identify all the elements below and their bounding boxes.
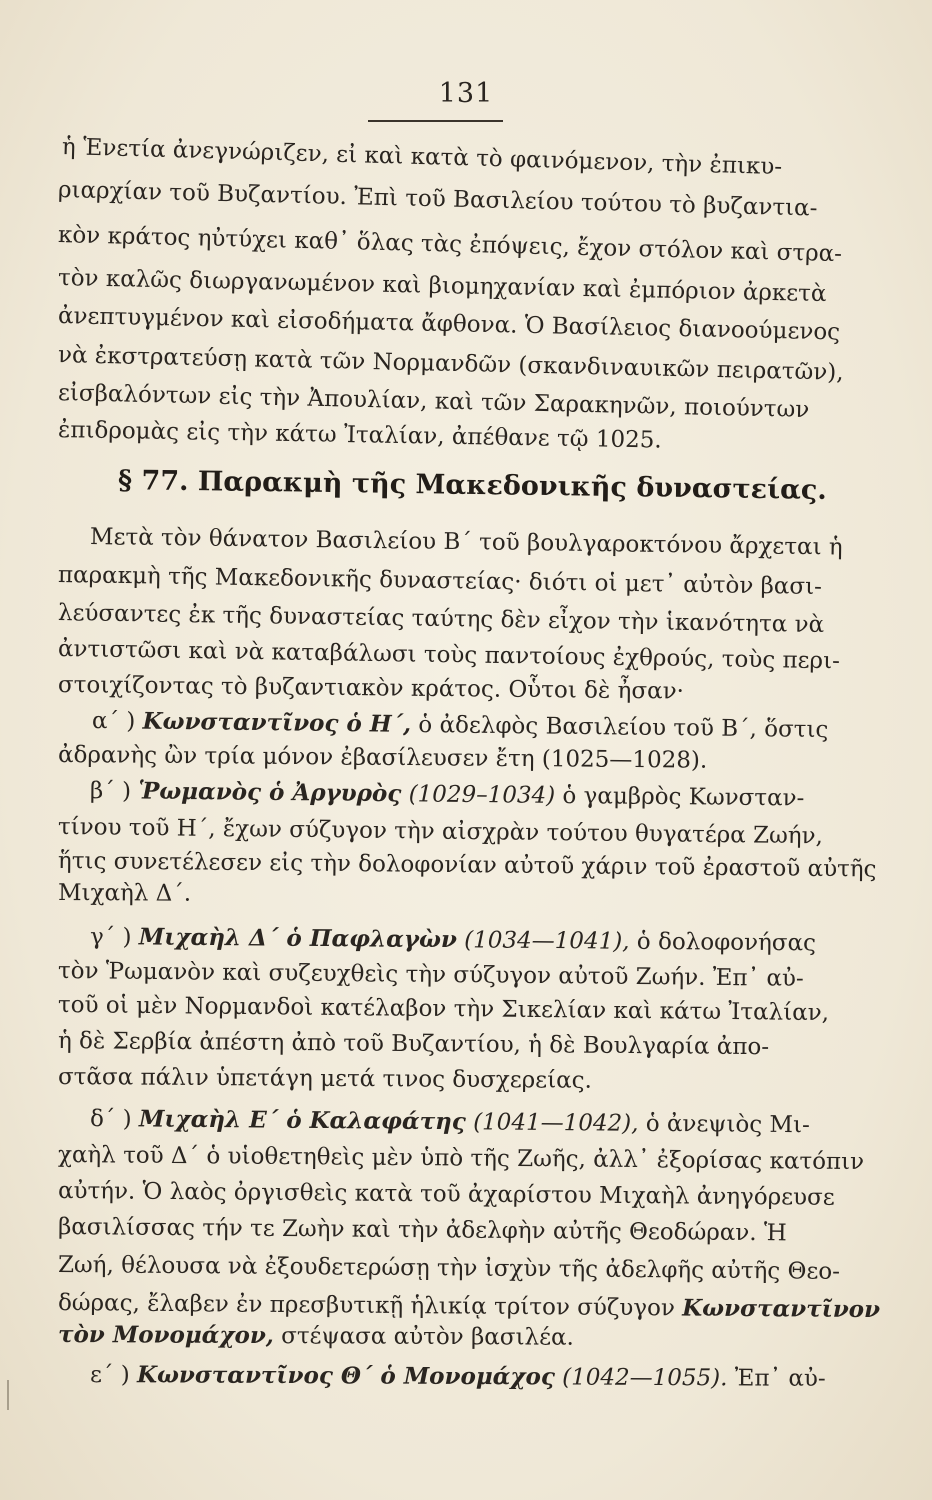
paragraph-1-line-8: ἐπιδρομὰς εἰς τὴν κάτω Ἰταλίαν, ἀπέθανε τῷ 1025.: [57, 417, 662, 454]
entry-d-line-7-name: τὸν Μονομάχον,: [57, 1321, 274, 1350]
paragraph-2-line-5: στοιχίζοντας τὸ βυζαντιακὸν κράτος. Οὗτοι δὲ ἦσαν·: [57, 672, 685, 705]
entry-d-line-4: βασιλίσσας τήν τε Ζωὴν καὶ τὴν ἀδελφὴν αὐτῆς Θεοδώραν. Ἡ: [57, 1214, 787, 1247]
entry-e-marker: ε΄ ): [89, 1362, 130, 1389]
paragraph-1-line-6: νὰ ἐκστρατεύσῃ κατὰ τῶν Νορμανδῶν (σκανδιναυικῶν πειρατῶν),: [57, 342, 844, 386]
paragraph-2-line-4: ἀντιστῶσι καὶ νὰ καταβάλωσι τοὺς παντοίους ἐχθρούς, τοὺς περι-: [57, 636, 841, 675]
entry-b-line-3: ἥτις συνετέλεσεν εἰς τὴν δολοφονίαν αὐτοῦ χάριν τοῦ ἐραστοῦ αὐτῆς: [57, 848, 877, 883]
entry-d-line-1-rest: ὁ ἀνεψιὸς Μι-: [645, 1110, 810, 1139]
paragraph-1-line-1: ἡ Ἑνετία ἀνεγνώριζεν, εἰ καὶ κατὰ τὸ φαινόμενον, τὴν ἐπικυ-: [61, 134, 783, 181]
entry-b-marker: β΄ ): [89, 778, 132, 805]
entry-d-line-7-rest: στέψασα αὐτὸν βασιλέα.: [281, 1323, 574, 1351]
entry-d-name: Μιχαὴλ Ε΄ ὁ Καλαφάτης: [138, 1105, 466, 1136]
entry-c-marker: γ΄ ): [89, 924, 132, 951]
entry-e-line-1: [90, 1360, 826, 1394]
entry-c-line-1: [90, 922, 816, 958]
entry-b-dates: (1029–1034): [408, 781, 556, 809]
paragraph-1-line-4: τὸν καλῶς διωργανωμένον καὶ βιομηχανίαν καὶ ἐμπόριον ἀρκετὰ: [57, 265, 827, 308]
entry-d-marker: δ΄ ): [89, 1106, 132, 1133]
paragraph-2-line-2: παρακμὴ τῆς Μακεδονικῆς δυναστείας· διότι οἱ μετ᾽ αὐτὸν βασι-: [57, 562, 823, 600]
entry-d-line-6-name: Κωνσταντῖνον: [682, 1294, 881, 1324]
entry-d-line-3: αὐτήν. Ὁ λαὸς ὀργισθεὶς κατὰ τοῦ ἀχαρίστου Μιχαὴλ ἀνηγόρευσε: [57, 1178, 835, 1211]
entry-d-line-6: [58, 1288, 880, 1325]
paragraph-2-line-3: λεύσαντες ἐκ τῆς δυναστείας ταύτης δὲν εἶχον τὴν ἱκανότητα νὰ: [57, 600, 825, 639]
section-heading: § 77. Παρακμὴ τῆς Μακεδονικῆς δυναστείας.: [117, 465, 827, 506]
entry-e-dates: (1042—1055).: [562, 1364, 728, 1392]
entry-c-name: Μιχαὴλ Δ΄ ὁ Παφλαγὼν: [138, 923, 458, 954]
entry-d-line-2: χαὴλ τοῦ Δ΄ ὁ υἱοθετηθεὶς μὲν ὑπὸ τῆς Ζωῆς, ἀλλ᾽ ἐξορίσας κατόπιν: [57, 1142, 865, 1176]
entry-a-marker: α΄ ): [91, 708, 136, 735]
paragraph-2-line-1: Μετὰ τὸν θάνατον Βασιλείου Β΄ τοῦ βουλγαροκτόνου ἄρχεται ἡ: [89, 524, 843, 561]
entry-c-line-4: ἡ δὲ Σερβία ἀπέστη ἀπὸ τοῦ Βυζαντίου, ἡ δὲ Βουλγαρία ἀπο-: [57, 1028, 770, 1061]
entry-d-line-7: [58, 1320, 574, 1353]
entry-d-line-1: [90, 1104, 810, 1140]
entry-a-line-1-rest: ὁ ἀδελφὸς Βασιλείου τοῦ Β΄, ὅστις: [418, 711, 829, 743]
entry-c-line-5: στᾶσα πάλιν ὑπετάγη μετά τινος δυσχερείας.: [57, 1064, 592, 1094]
page-edge-mark: [7, 1380, 9, 1410]
entry-e-line-1-rest: Ἐπ᾽ αὐ-: [734, 1365, 826, 1392]
entry-b-line-2: τίνου τοῦ Η΄, ἔχων σύζυγον τὴν αἰσχρὰν τούτου θυγατέρα Ζωήν,: [57, 814, 824, 850]
entry-c-line-2: τὸν Ῥωμανὸν καὶ συζευχθεὶς τὴν σύζυγον αὐτοῦ Ζωήν. Ἐπ᾽ αὐ-: [57, 958, 804, 992]
entry-e-name: Κωνσταντῖνος Θ΄ ὁ Μονομάχος: [136, 1361, 555, 1391]
entry-b-name: Ῥωμανὸς ὁ Ἀργυρὸς: [138, 777, 402, 808]
paragraph-1-line-7: εἰσβαλόντων εἰς τὴν Ἀπουλίαν, καὶ τῶν Σαρακηνῶν, ποιούντων: [57, 380, 810, 424]
entry-c-dates: (1034—1041),: [464, 927, 630, 955]
paragraph-1-line-2: ριαρχίαν τοῦ Βυζαντίου. Ἐπὶ τοῦ Βασιλείου τούτου τὸ βυζαντια-: [57, 177, 818, 222]
entry-d-dates: (1041—1042),: [473, 1109, 639, 1137]
entry-a-name: Κωνσταντῖνος ὁ Η΄,: [142, 707, 412, 738]
entry-c-line-1-rest: ὁ δολοφονήσας: [636, 928, 817, 957]
entry-a-line-1: [92, 706, 829, 745]
paragraph-1-line-3: κὸν κράτος ηὐτύχει καθ᾽ ὅλας τὰς ἐπόψεις, ἔχον στόλον καὶ στρα-: [57, 222, 843, 268]
entry-c-line-3: τοῦ οἱ μὲν Νορμανδοὶ κατέλαβον τὴν Σικελίαν καὶ κάτω Ἰταλίαν,: [57, 992, 830, 1027]
entry-a-line-2: ἀδρανὴς ὢν τρία μόνον ἐβασίλευσεν ἔτη (1025—1028).: [57, 742, 708, 774]
entry-d-line-6-start: δώρας, ἔλαβεν ἐν πρεσβυτικῇ ἡλικίᾳ τρίτον σύζυγον: [57, 1290, 676, 1322]
entry-b-line-1-rest: ὁ γαμβρὸς Κωνσταν-: [562, 782, 805, 812]
page-number: 131: [438, 78, 494, 109]
page-number-rule: [368, 120, 503, 122]
entry-b-line-1: [90, 776, 805, 813]
entry-d-line-5: Ζωή, θέλουσα νὰ ἐξουδετερώσῃ τὴν ἰσχὺν τῆς ἀδελφῆς αὐτῆς Θεο-: [57, 1252, 841, 1285]
paragraph-1-line-5: ἀνεπτυγμένον καὶ εἰσοδήματα ἄφθονα. Ὁ Βασίλειος διανοούμενος: [57, 303, 841, 346]
entry-b-line-4: Μιχαὴλ Δ΄.: [57, 880, 192, 907]
